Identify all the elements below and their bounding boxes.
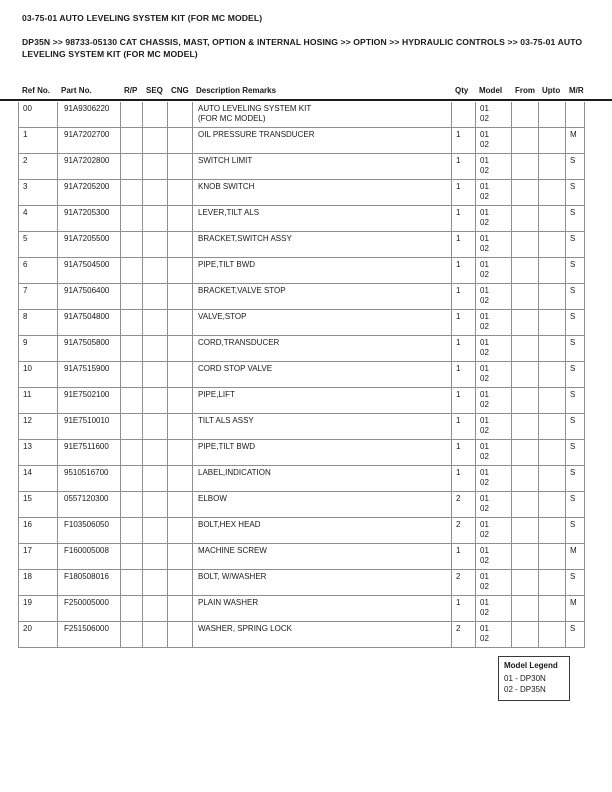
cell-model: 01 02 xyxy=(476,128,512,153)
cell-description: KNOB SWITCH xyxy=(193,180,452,205)
cell-rp xyxy=(121,466,143,491)
cell-part-no: 91A7205200 xyxy=(58,180,121,205)
cell-model: 01 02 xyxy=(476,258,512,283)
cell-rp xyxy=(121,154,143,179)
cell-description: BOLT,HEX HEAD xyxy=(193,518,452,543)
cell-ref-no: 10 xyxy=(19,362,58,387)
cell-upto xyxy=(539,154,566,179)
cell-ref-no: 7 xyxy=(19,284,58,309)
cell-from xyxy=(512,128,539,153)
cell-from xyxy=(512,570,539,595)
cell-description: VALVE,STOP xyxy=(193,310,452,335)
cell-upto xyxy=(539,544,566,569)
table-row xyxy=(19,596,585,622)
cell-rp xyxy=(121,518,143,543)
cell-seq xyxy=(143,154,168,179)
cell-cng xyxy=(168,232,193,257)
cell-qty: 1 xyxy=(452,310,476,335)
cell-seq xyxy=(143,336,168,361)
cell-part-no: F160005008 xyxy=(58,544,121,569)
cell-qty: 1 xyxy=(452,362,476,387)
cell-upto xyxy=(539,388,566,413)
cell-cng xyxy=(168,596,193,621)
cell-cng xyxy=(168,414,193,439)
cell-description: PIPE,TILT BWD xyxy=(193,258,452,283)
cell-qty: 2 xyxy=(452,622,476,647)
cell-rp xyxy=(121,414,143,439)
cell-seq xyxy=(143,622,168,647)
cell-ref-no: 00 xyxy=(19,102,58,127)
cell-ref-no: 13 xyxy=(19,440,58,465)
cell-model: 01 02 xyxy=(476,206,512,231)
cell-qty: 1 xyxy=(452,596,476,621)
cell-part-no: 91A7505800 xyxy=(58,336,121,361)
cell-mr: S xyxy=(566,570,585,595)
cell-seq xyxy=(143,206,168,231)
cell-from xyxy=(512,206,539,231)
table-row xyxy=(19,206,585,232)
cell-qty: 2 xyxy=(452,570,476,595)
cell-from xyxy=(512,622,539,647)
cell-model: 01 02 xyxy=(476,388,512,413)
header-qty: Qty xyxy=(455,86,469,95)
header-from: From xyxy=(515,86,535,95)
cell-from xyxy=(512,284,539,309)
cell-ref-no: 14 xyxy=(19,466,58,491)
cell-model: 01 02 xyxy=(476,414,512,439)
cell-cng xyxy=(168,102,193,127)
cell-part-no: 0557120300 xyxy=(58,492,121,517)
table-row xyxy=(19,310,585,336)
cell-rp xyxy=(121,570,143,595)
cell-part-no: 91A7515900 xyxy=(58,362,121,387)
cell-qty: 1 xyxy=(452,544,476,569)
cell-description: ELBOW xyxy=(193,492,452,517)
cell-mr: S xyxy=(566,180,585,205)
model-legend-item: 02 - DP35N xyxy=(504,684,546,694)
cell-cng xyxy=(168,310,193,335)
cell-from xyxy=(512,258,539,283)
model-legend-box xyxy=(498,656,570,701)
cell-mr xyxy=(566,102,585,127)
cell-mr: S xyxy=(566,362,585,387)
cell-from xyxy=(512,492,539,517)
cell-mr: S xyxy=(566,492,585,517)
cell-seq xyxy=(143,388,168,413)
header-part-no: Part No. xyxy=(61,86,92,95)
page-title: 03-75-01 AUTO LEVELING SYSTEM KIT (FOR MC MODEL) xyxy=(22,13,263,23)
cell-description: TILT ALS ASSY xyxy=(193,414,452,439)
cell-upto xyxy=(539,206,566,231)
cell-model: 01 02 xyxy=(476,336,512,361)
cell-model: 01 02 xyxy=(476,570,512,595)
cell-description: BRACKET,SWITCH ASSY xyxy=(193,232,452,257)
cell-qty: 1 xyxy=(452,466,476,491)
cell-model: 01 02 xyxy=(476,596,512,621)
cell-rp xyxy=(121,128,143,153)
cell-model: 01 02 xyxy=(476,492,512,517)
header-rp: R/P xyxy=(124,86,138,95)
cell-from xyxy=(512,362,539,387)
cell-seq xyxy=(143,128,168,153)
cell-from xyxy=(512,232,539,257)
cell-qty: 2 xyxy=(452,492,476,517)
cell-ref-no: 1 xyxy=(19,128,58,153)
table-row xyxy=(19,518,585,544)
cell-qty: 1 xyxy=(452,154,476,179)
cell-part-no: 91A7202800 xyxy=(58,154,121,179)
cell-seq xyxy=(143,102,168,127)
cell-from xyxy=(512,596,539,621)
cell-seq xyxy=(143,544,168,569)
cell-qty: 1 xyxy=(452,388,476,413)
cell-ref-no: 6 xyxy=(19,258,58,283)
cell-upto xyxy=(539,596,566,621)
cell-cng xyxy=(168,128,193,153)
cell-cng xyxy=(168,180,193,205)
cell-description: LABEL,INDICATION xyxy=(193,466,452,491)
cell-upto xyxy=(539,492,566,517)
cell-seq xyxy=(143,362,168,387)
cell-from xyxy=(512,440,539,465)
cell-qty xyxy=(452,102,476,127)
cell-ref-no: 17 xyxy=(19,544,58,569)
cell-upto xyxy=(539,128,566,153)
cell-part-no: F250005000 xyxy=(58,596,121,621)
cell-upto xyxy=(539,102,566,127)
table-row xyxy=(19,284,585,310)
cell-model: 01 02 xyxy=(476,232,512,257)
cell-rp xyxy=(121,440,143,465)
cell-upto xyxy=(539,570,566,595)
cell-seq xyxy=(143,440,168,465)
cell-cng xyxy=(168,206,193,231)
cell-ref-no: 5 xyxy=(19,232,58,257)
table-row xyxy=(19,154,585,180)
cell-ref-no: 16 xyxy=(19,518,58,543)
cell-upto xyxy=(539,258,566,283)
table-row xyxy=(19,622,585,648)
cell-description: AUTO LEVELING SYSTEM KIT (FOR MC MODEL) xyxy=(193,102,452,127)
cell-upto xyxy=(539,284,566,309)
cell-part-no: 91A7506400 xyxy=(58,284,121,309)
cell-from xyxy=(512,414,539,439)
cell-mr: M xyxy=(566,128,585,153)
table-row xyxy=(19,102,585,128)
cell-ref-no: 19 xyxy=(19,596,58,621)
cell-ref-no: 20 xyxy=(19,622,58,647)
cell-mr: S xyxy=(566,284,585,309)
cell-mr: S xyxy=(566,154,585,179)
cell-qty: 2 xyxy=(452,518,476,543)
cell-part-no: 91A7205300 xyxy=(58,206,121,231)
cell-model: 01 02 xyxy=(476,154,512,179)
cell-mr: S xyxy=(566,622,585,647)
cell-cng xyxy=(168,388,193,413)
cell-description: OIL PRESSURE TRANSDUCER xyxy=(193,128,452,153)
header-ref-no: Ref No. xyxy=(22,86,50,95)
cell-rp xyxy=(121,102,143,127)
cell-rp xyxy=(121,622,143,647)
cell-seq xyxy=(143,180,168,205)
header-upto: Upto xyxy=(542,86,561,95)
cell-mr: S xyxy=(566,336,585,361)
cell-ref-no: 12 xyxy=(19,414,58,439)
cell-upto xyxy=(539,310,566,335)
header-mr: M/R xyxy=(569,86,584,95)
cell-cng xyxy=(168,154,193,179)
table-row xyxy=(19,180,585,206)
cell-description: BRACKET,VALVE STOP xyxy=(193,284,452,309)
cell-ref-no: 9 xyxy=(19,336,58,361)
cell-seq xyxy=(143,466,168,491)
cell-description: CORD STOP VALVE xyxy=(193,362,452,387)
cell-qty: 1 xyxy=(452,336,476,361)
cell-part-no: 91A7202700 xyxy=(58,128,121,153)
table-column-headers xyxy=(18,86,584,96)
cell-from xyxy=(512,518,539,543)
cell-description: PLAIN WASHER xyxy=(193,596,452,621)
cell-rp xyxy=(121,232,143,257)
cell-model: 01 02 xyxy=(476,544,512,569)
cell-mr: S xyxy=(566,518,585,543)
cell-part-no: 91A7205500 xyxy=(58,232,121,257)
cell-seq xyxy=(143,596,168,621)
cell-upto xyxy=(539,414,566,439)
header-model: Model xyxy=(479,86,503,95)
cell-cng xyxy=(168,336,193,361)
cell-model: 01 02 xyxy=(476,440,512,465)
cell-ref-no: 8 xyxy=(19,310,58,335)
cell-seq xyxy=(143,492,168,517)
cell-mr: M xyxy=(566,544,585,569)
cell-description: PIPE,TILT BWD xyxy=(193,440,452,465)
cell-from xyxy=(512,180,539,205)
cell-mr: S xyxy=(566,310,585,335)
cell-from xyxy=(512,544,539,569)
cell-rp xyxy=(121,596,143,621)
table-row xyxy=(19,232,585,258)
cell-from xyxy=(512,388,539,413)
cell-qty: 1 xyxy=(452,206,476,231)
cell-qty: 1 xyxy=(452,180,476,205)
cell-model: 01 02 xyxy=(476,180,512,205)
table-row xyxy=(19,466,585,492)
cell-qty: 1 xyxy=(452,440,476,465)
cell-part-no: F103506050 xyxy=(58,518,121,543)
cell-upto xyxy=(539,180,566,205)
cell-rp xyxy=(121,258,143,283)
cell-seq xyxy=(143,518,168,543)
cell-model: 01 02 xyxy=(476,284,512,309)
table-row xyxy=(19,492,585,518)
cell-description: BOLT, W/WASHER xyxy=(193,570,452,595)
cell-cng xyxy=(168,544,193,569)
cell-upto xyxy=(539,362,566,387)
cell-upto xyxy=(539,232,566,257)
cell-rp xyxy=(121,492,143,517)
cell-part-no: 91A7504500 xyxy=(58,258,121,283)
cell-ref-no: 3 xyxy=(19,180,58,205)
cell-qty: 1 xyxy=(452,128,476,153)
cell-upto xyxy=(539,440,566,465)
header-description: Description Remarks xyxy=(196,86,277,95)
cell-part-no: 91E7511600 xyxy=(58,440,121,465)
cell-description: LEVER,TILT ALS xyxy=(193,206,452,231)
cell-qty: 1 xyxy=(452,258,476,283)
cell-part-no: 91E7502100 xyxy=(58,388,121,413)
parts-table-body xyxy=(18,102,585,648)
cell-model: 01 02 xyxy=(476,518,512,543)
cell-mr: S xyxy=(566,258,585,283)
cell-ref-no: 4 xyxy=(19,206,58,231)
cell-description: WASHER, SPRING LOCK xyxy=(193,622,452,647)
cell-qty: 1 xyxy=(452,232,476,257)
cell-mr: S xyxy=(566,414,585,439)
table-row xyxy=(19,440,585,466)
cell-description: MACHINE SCREW xyxy=(193,544,452,569)
cell-part-no: 91A7504800 xyxy=(58,310,121,335)
cell-upto xyxy=(539,466,566,491)
table-row xyxy=(19,570,585,596)
cell-cng xyxy=(168,284,193,309)
header-seq: SEQ xyxy=(146,86,163,95)
cell-rp xyxy=(121,284,143,309)
cell-part-no: F251506000 xyxy=(58,622,121,647)
cell-rp xyxy=(121,336,143,361)
cell-description: PIPE,LIFT xyxy=(193,388,452,413)
cell-model: 01 02 xyxy=(476,466,512,491)
cell-description: CORD,TRANSDUCER xyxy=(193,336,452,361)
cell-seq xyxy=(143,284,168,309)
table-row xyxy=(19,336,585,362)
cell-part-no: 91A9306220 xyxy=(58,102,121,127)
cell-seq xyxy=(143,310,168,335)
cell-mr: S xyxy=(566,206,585,231)
cell-seq xyxy=(143,258,168,283)
cell-from xyxy=(512,466,539,491)
cell-qty: 1 xyxy=(452,284,476,309)
cell-ref-no: 11 xyxy=(19,388,58,413)
cell-model: 01 02 xyxy=(476,310,512,335)
table-row xyxy=(19,414,585,440)
cell-mr: S xyxy=(566,466,585,491)
cell-part-no: 91E7510010 xyxy=(58,414,121,439)
cell-upto xyxy=(539,622,566,647)
cell-from xyxy=(512,336,539,361)
cell-seq xyxy=(143,570,168,595)
cell-from xyxy=(512,154,539,179)
cell-cng xyxy=(168,518,193,543)
cell-seq xyxy=(143,232,168,257)
cell-mr: M xyxy=(566,596,585,621)
header-cng: CNG xyxy=(171,86,189,95)
model-legend-item: 01 - DP30N xyxy=(504,674,546,683)
table-row xyxy=(19,362,585,388)
cell-cng xyxy=(168,258,193,283)
cell-qty: 1 xyxy=(452,414,476,439)
cell-seq xyxy=(143,414,168,439)
cell-upto xyxy=(539,336,566,361)
cell-model: 01 02 xyxy=(476,102,512,127)
cell-cng xyxy=(168,440,193,465)
cell-cng xyxy=(168,466,193,491)
cell-part-no: 9510516700 xyxy=(58,466,121,491)
cell-model: 01 02 xyxy=(476,362,512,387)
cell-cng xyxy=(168,622,193,647)
cell-rp xyxy=(121,206,143,231)
cell-mr: S xyxy=(566,232,585,257)
cell-from xyxy=(512,102,539,127)
cell-model: 01 02 xyxy=(476,622,512,647)
cell-mr: S xyxy=(566,440,585,465)
cell-cng xyxy=(168,570,193,595)
table-row xyxy=(19,258,585,284)
cell-description: SWITCH LIMIT xyxy=(193,154,452,179)
cell-mr: S xyxy=(566,388,585,413)
cell-upto xyxy=(539,518,566,543)
table-row xyxy=(19,128,585,154)
cell-ref-no: 18 xyxy=(19,570,58,595)
cell-ref-no: 2 xyxy=(19,154,58,179)
cell-cng xyxy=(168,362,193,387)
table-row xyxy=(19,544,585,570)
cell-rp xyxy=(121,180,143,205)
cell-rp xyxy=(121,362,143,387)
table-row xyxy=(19,388,585,414)
model-legend-title: Model Legend xyxy=(504,661,558,670)
cell-part-no: F180508016 xyxy=(58,570,121,595)
cell-from xyxy=(512,310,539,335)
cell-rp xyxy=(121,544,143,569)
breadcrumb: DP35N >> 98733-05130 CAT CHASSIS, MAST, OPTION & INTERNAL HOSING >> OPTION >> HYDRAULIC CONTROLS >> 03-75-01 AUTO LEVELING SYSTEM KIT (FOR MC MODEL) xyxy=(22,37,583,59)
cell-cng xyxy=(168,492,193,517)
cell-rp xyxy=(121,388,143,413)
cell-rp xyxy=(121,310,143,335)
cell-ref-no: 15 xyxy=(19,492,58,517)
